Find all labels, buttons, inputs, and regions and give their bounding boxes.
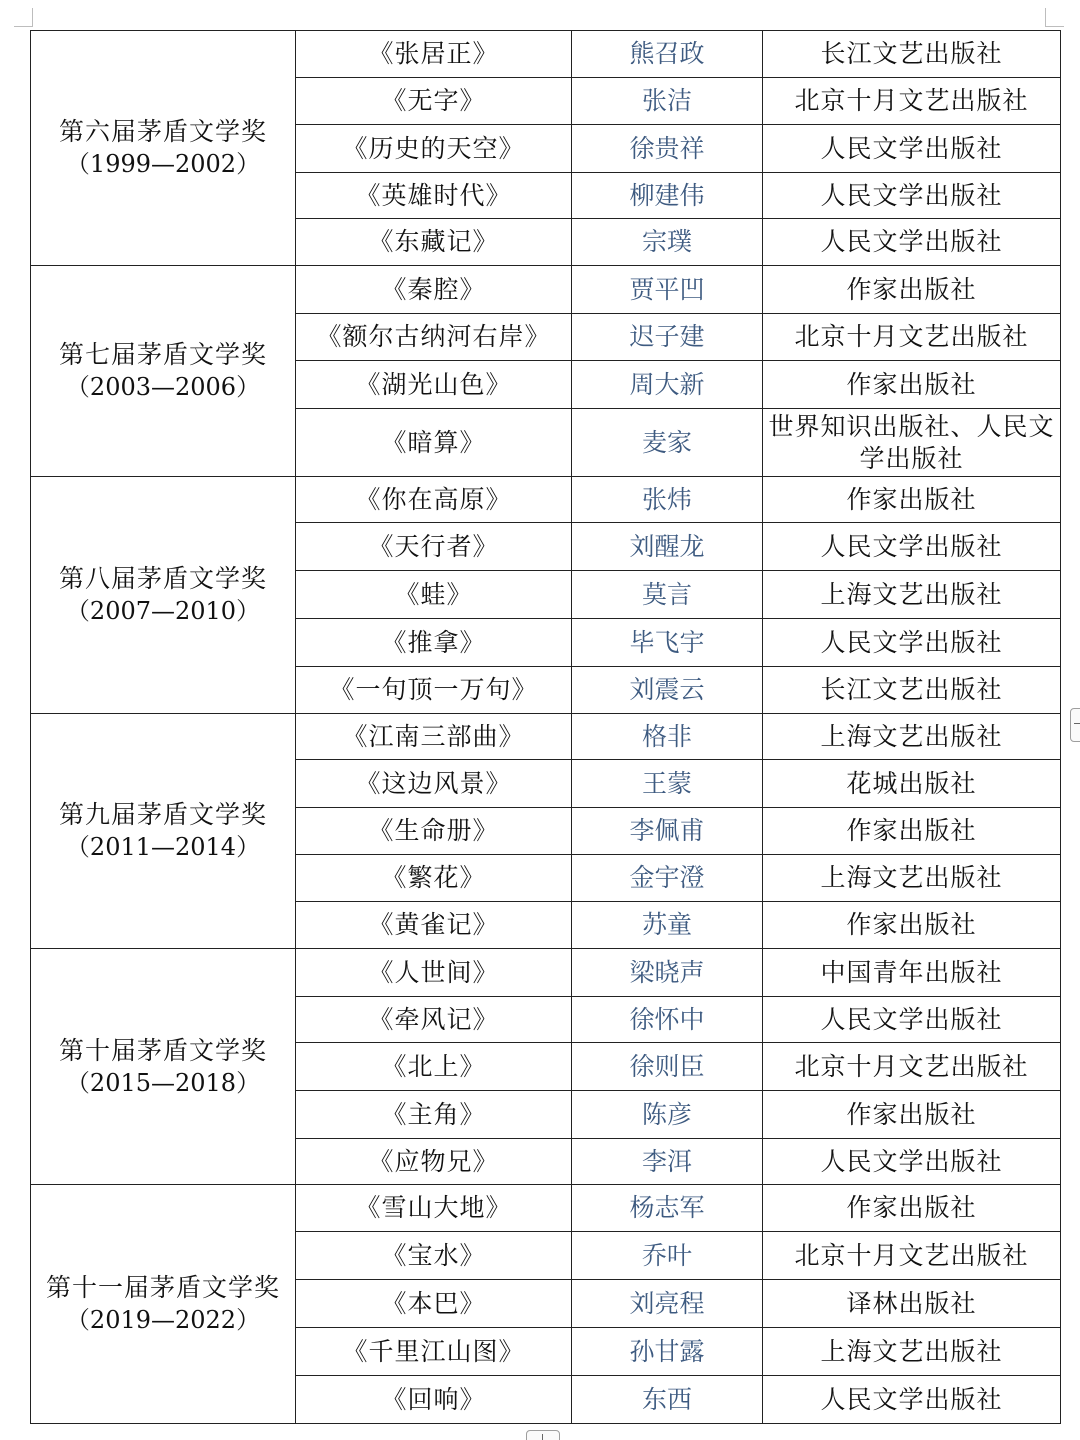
- work-title: 《牵风记》: [296, 997, 572, 1043]
- author-name: 李洱: [572, 1139, 763, 1185]
- work-title: 《人世间》: [296, 949, 572, 997]
- author-name: 乔叶: [572, 1232, 763, 1280]
- author-name: 梁晓声: [572, 949, 763, 997]
- author-name: 迟子建: [572, 314, 763, 361]
- author-name: 格非: [572, 714, 763, 760]
- work-title: 《北上》: [296, 1043, 572, 1091]
- page-corner-mark-left: [14, 8, 33, 27]
- work-title: 《回响》: [296, 1376, 572, 1424]
- session-years: （1999—2002）: [65, 150, 261, 178]
- table-row: [31, 1185, 1061, 1232]
- work-title: 《蛙》: [296, 571, 572, 619]
- work-title: 《繁花》: [296, 855, 572, 902]
- author-name: 宗璞: [572, 219, 763, 266]
- author-name: 周大新: [572, 361, 763, 409]
- author-name: 苏童: [572, 902, 763, 949]
- work-title: 《主角》: [296, 1091, 572, 1139]
- author-name: 陈彦: [572, 1091, 763, 1139]
- author-name: 金宇澄: [572, 855, 763, 902]
- table-row: [31, 477, 1061, 523]
- publisher-name: 人民文学出版社: [763, 1139, 1061, 1185]
- author-name: 李佩甫: [572, 808, 763, 855]
- author-name: 徐贵祥: [572, 125, 763, 173]
- add-row-handle[interactable]: [526, 1430, 560, 1440]
- session-name: 第六届茅盾文学奖: [58, 117, 267, 146]
- publisher-name: 北京十月文艺出版社: [763, 1043, 1061, 1091]
- publisher-name: 作家出版社: [763, 902, 1061, 949]
- side-expand-handle[interactable]: [1070, 708, 1080, 742]
- publisher-name: 世界知识出版社、人民文学出版社: [763, 409, 1061, 477]
- publisher-name: 作家出版社: [763, 808, 1061, 855]
- work-title: 《英雄时代》: [296, 173, 572, 219]
- session-name: 第十届茅盾文学奖: [58, 1035, 267, 1065]
- publisher-name: 人民文学出版社: [763, 1376, 1061, 1424]
- publisher-name: 中国青年出版社: [763, 949, 1061, 997]
- author-name: 杨志军: [572, 1185, 763, 1232]
- work-title: 《一句顶一万句》: [296, 667, 572, 714]
- author-name: 张炜: [572, 477, 763, 523]
- work-title: 《额尔古纳河右岸》: [296, 314, 572, 361]
- publisher-name: 作家出版社: [763, 361, 1061, 409]
- session-name: 第十一届茅盾文学奖: [45, 1273, 280, 1302]
- work-title: 《推拿》: [296, 619, 572, 667]
- author-name: 刘亮程: [572, 1280, 763, 1328]
- work-title: 《宝水》: [296, 1232, 572, 1280]
- session-cell: [31, 31, 296, 266]
- work-title: 《无字》: [296, 78, 572, 125]
- author-name: 毕飞宇: [572, 619, 763, 667]
- work-title: 《本巴》: [296, 1280, 572, 1328]
- publisher-name: 作家出版社: [763, 266, 1061, 314]
- mao-dun-award-table: [30, 30, 1061, 1424]
- table-row: [31, 949, 1061, 997]
- publisher-name: 上海文艺出版社: [763, 1328, 1061, 1376]
- publisher-name: 长江文艺出版社: [763, 31, 1061, 78]
- session-name: 第九届茅盾文学奖: [58, 800, 267, 829]
- session-cell: [31, 477, 296, 714]
- publisher-name: 作家出版社: [763, 1185, 1061, 1232]
- session-cell: [31, 714, 296, 949]
- table-row: [31, 266, 1061, 314]
- session-years: （2015—2018）: [65, 1068, 261, 1097]
- work-title: 《历史的天空》: [296, 125, 572, 173]
- session-name: 第八届茅盾文学奖: [58, 564, 267, 593]
- publisher-name: 人民文学出版社: [763, 997, 1061, 1043]
- publisher-name: 长江文艺出版社: [763, 667, 1061, 714]
- author-name: 刘醒龙: [572, 523, 763, 571]
- work-title: 《东藏记》: [296, 219, 572, 266]
- publisher-name: 上海文艺出版社: [763, 571, 1061, 619]
- session-years: （2003—2006）: [65, 373, 261, 401]
- publisher-name: 作家出版社: [763, 1091, 1061, 1139]
- publisher-name: 北京十月文艺出版社: [763, 78, 1061, 125]
- table-row: [31, 714, 1061, 760]
- session-years: （2019—2022）: [65, 1306, 261, 1334]
- session-cell: [31, 1185, 296, 1424]
- publisher-name: 人民文学出版社: [763, 523, 1061, 571]
- publisher-name: 花城出版社: [763, 760, 1061, 808]
- author-name: 贾平凹: [572, 266, 763, 314]
- work-title: 《张居正》: [296, 31, 572, 78]
- author-name: 徐怀中: [572, 997, 763, 1043]
- publisher-name: 人民文学出版社: [763, 173, 1061, 219]
- work-title: 《生命册》: [296, 808, 572, 855]
- publisher-name: 北京十月文艺出版社: [763, 314, 1061, 361]
- work-title: 《秦腔》: [296, 266, 572, 314]
- session-cell: [31, 949, 296, 1185]
- work-title: 《这边风景》: [296, 760, 572, 808]
- publisher-name: 译林出版社: [763, 1280, 1061, 1328]
- session-cell: [31, 266, 296, 477]
- work-title: 《你在高原》: [296, 477, 572, 523]
- work-title: 《天行者》: [296, 523, 572, 571]
- author-name: 张洁: [572, 78, 763, 125]
- session-name: 第七届茅盾文学奖: [58, 340, 267, 369]
- work-title: 《雪山大地》: [296, 1185, 572, 1232]
- publisher-name: 上海文艺出版社: [763, 855, 1061, 902]
- author-name: 刘震云: [572, 667, 763, 714]
- author-name: 王蒙: [572, 760, 763, 808]
- work-title: 《暗算》: [296, 409, 572, 477]
- work-title: 《湖光山色》: [296, 361, 572, 409]
- session-years: （2007—2010）: [65, 597, 261, 625]
- work-title: 《千里江山图》: [296, 1328, 572, 1376]
- author-name: 熊召政: [572, 31, 763, 78]
- author-name: 东西: [572, 1376, 763, 1424]
- work-title: 《黄雀记》: [296, 902, 572, 949]
- page-corner-mark-right: [1045, 8, 1064, 27]
- author-name: 柳建伟: [572, 173, 763, 219]
- table-row: [31, 31, 1061, 78]
- publisher-name: 上海文艺出版社: [763, 714, 1061, 760]
- publisher-name: 北京十月文艺出版社: [763, 1232, 1061, 1280]
- session-years: （2011—2014）: [65, 833, 261, 861]
- author-name: 孙甘露: [572, 1328, 763, 1376]
- publisher-name: 人民文学出版社: [763, 125, 1061, 173]
- work-title: 《江南三部曲》: [296, 714, 572, 760]
- publisher-name: 人民文学出版社: [763, 619, 1061, 667]
- author-name: 莫言: [572, 571, 763, 619]
- author-name: 徐则臣: [572, 1043, 763, 1091]
- work-title: 《应物兄》: [296, 1139, 572, 1185]
- publisher-name: 人民文学出版社: [763, 219, 1061, 266]
- author-name: 麦家: [572, 409, 763, 477]
- publisher-name: 作家出版社: [763, 477, 1061, 523]
